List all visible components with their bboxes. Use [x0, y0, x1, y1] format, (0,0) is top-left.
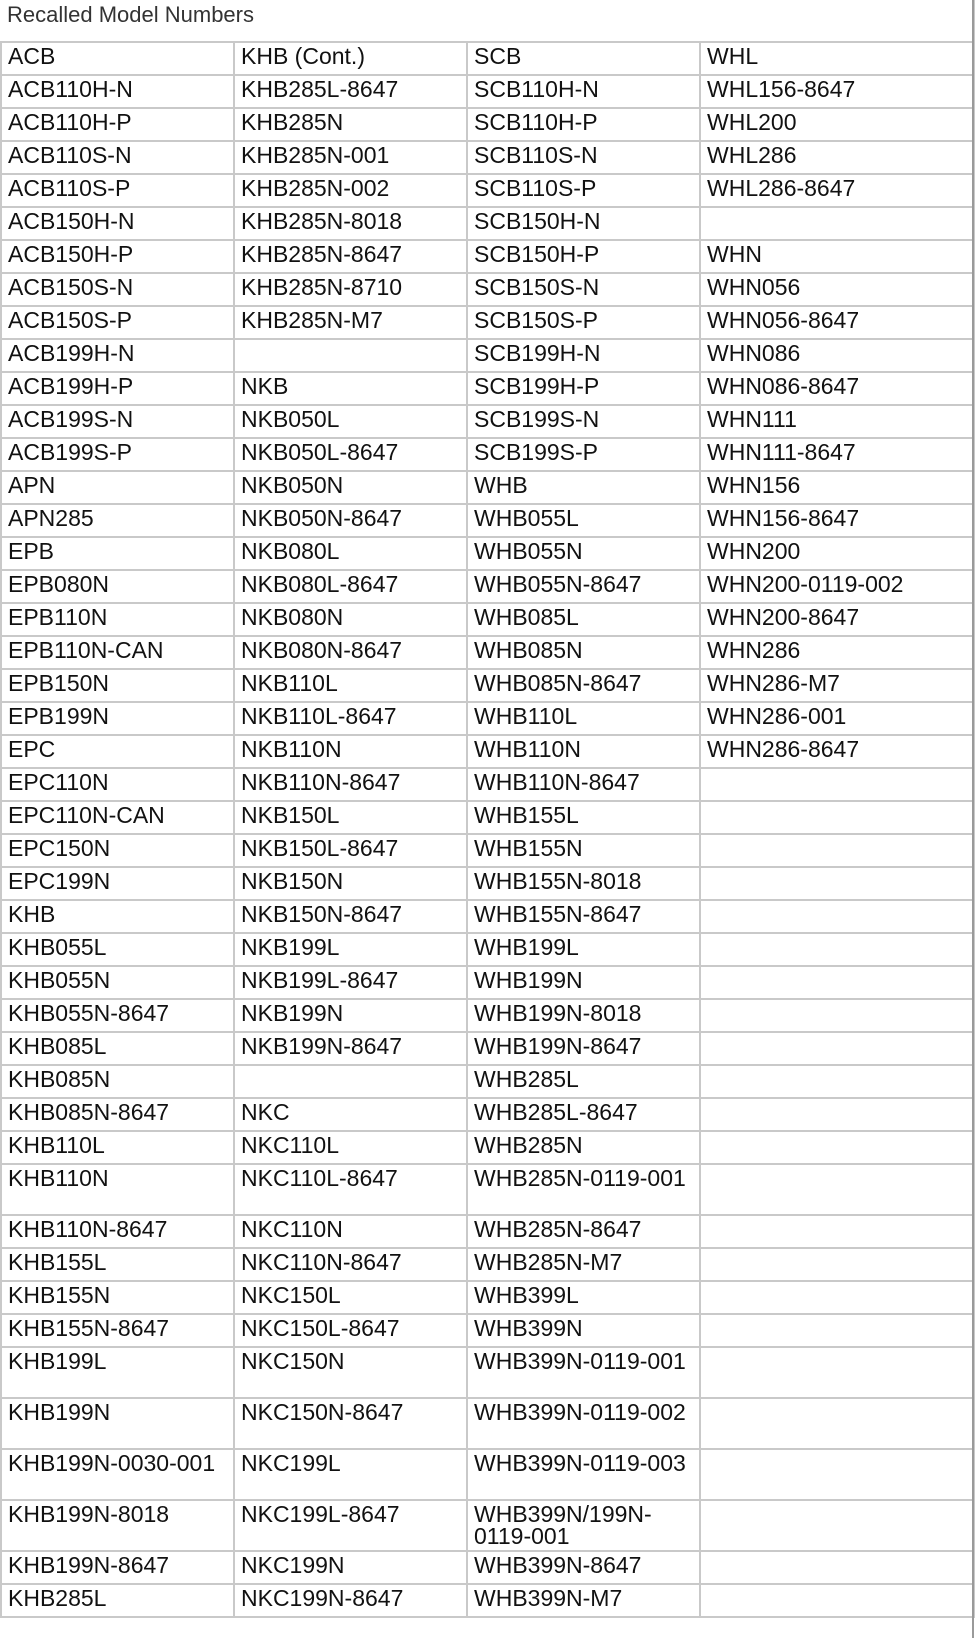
table-row: [1, 339, 974, 372]
model-number-cell: WHB155N: [467, 834, 700, 867]
model-number-cell: ACB110H-P: [1, 108, 234, 141]
table-row: [1, 834, 974, 867]
table-row: [1, 438, 974, 471]
model-number-cell: WHB155N-8018: [467, 867, 700, 900]
model-number-cell: KHB155N-8647: [1, 1314, 234, 1347]
model-number-cell: WHN200: [700, 537, 974, 570]
model-number-cell: NKB050L-8647: [234, 438, 467, 471]
model-number-cell: ACB150H-N: [1, 207, 234, 240]
model-number-cell: NKB080L-8647: [234, 570, 467, 603]
model-number-cell: NKB110N-8647: [234, 768, 467, 801]
model-number-cell: KHB199N-0030-001: [1, 1449, 234, 1500]
model-number-cell: [700, 966, 974, 999]
model-number-cell: WHN056-8647: [700, 306, 974, 339]
model-number-cell: KHB055L: [1, 933, 234, 966]
model-number-cell: SCB150S-N: [467, 273, 700, 306]
model-number-cell: ACB150S-N: [1, 273, 234, 306]
model-number-cell: EPB110N: [1, 603, 234, 636]
model-number-cell: KHB285N-002: [234, 174, 467, 207]
model-number-cell: NKB110L-8647: [234, 702, 467, 735]
table-row: [1, 1032, 974, 1065]
table-row: [1, 1314, 974, 1347]
table-row: [1, 570, 974, 603]
model-number-cell: WHB399N-0119-002: [467, 1398, 700, 1449]
model-number-cell: WHN: [700, 240, 974, 273]
model-number-cell: WHN286-M7: [700, 669, 974, 702]
model-number-cell: WHL286-8647: [700, 174, 974, 207]
model-number-cell: NKB110N: [234, 735, 467, 768]
model-number-cell: [700, 1500, 974, 1551]
model-number-cell: KHB285N-8710: [234, 273, 467, 306]
model-number-cell: APN285: [1, 504, 234, 537]
model-number-cell: SCB150S-P: [467, 306, 700, 339]
model-number-cell: EPC199N: [1, 867, 234, 900]
model-number-cell: NKB050L: [234, 405, 467, 438]
model-number-cell: ACB199S-N: [1, 405, 234, 438]
model-number-cell: WHB399N/199N-0119-001: [467, 1500, 700, 1551]
model-number-cell: WHL156-8647: [700, 75, 974, 108]
model-number-cell: [700, 1398, 974, 1449]
model-number-cell: [700, 768, 974, 801]
table-row: [1, 108, 974, 141]
model-number-cell: [700, 1131, 974, 1164]
table-row: [1, 174, 974, 207]
table-row: [1, 75, 974, 108]
table-row: [1, 1281, 974, 1314]
table-row: [1, 405, 974, 438]
model-number-cell: KHB155L: [1, 1248, 234, 1281]
table-row: [1, 735, 974, 768]
model-number-cell: [700, 867, 974, 900]
model-number-cell: WHB199N-8647: [467, 1032, 700, 1065]
model-number-cell: NKC150N-8647: [234, 1398, 467, 1449]
table-caption: Recalled Model Numbers: [1, 0, 974, 42]
table-row: [1, 999, 974, 1032]
model-number-cell: WHB399N: [467, 1314, 700, 1347]
model-number-cell: EPC110N-CAN: [1, 801, 234, 834]
model-number-cell: KHB285N-M7: [234, 306, 467, 339]
model-number-cell: WHB055N: [467, 537, 700, 570]
model-number-cell: WHB085N-8647: [467, 669, 700, 702]
table-row: [1, 537, 974, 570]
table-row: [1, 207, 974, 240]
model-number-cell: EPC110N: [1, 768, 234, 801]
model-number-cell: WHB399N-8647: [467, 1551, 700, 1584]
table-row: [1, 1248, 974, 1281]
table-row: [1, 801, 974, 834]
model-number-cell: WHN286-001: [700, 702, 974, 735]
model-number-cell: NKB110L: [234, 669, 467, 702]
model-number-cell: NKB: [234, 372, 467, 405]
table-row: [1, 1215, 974, 1248]
table-row: [1, 1551, 974, 1584]
model-number-cell: [700, 999, 974, 1032]
table-row: [1, 636, 974, 669]
model-number-cell: APN: [1, 471, 234, 504]
table-row: [1, 1065, 974, 1098]
model-number-cell: WHB110N-8647: [467, 768, 700, 801]
model-number-cell: KHB199L: [1, 1347, 234, 1398]
model-number-cell: WHB055N-8647: [467, 570, 700, 603]
model-number-cell: WHB399L: [467, 1281, 700, 1314]
model-number-cell: ACB199H-P: [1, 372, 234, 405]
model-number-cell: KHB285N-001: [234, 141, 467, 174]
table-row: [1, 504, 974, 537]
column-header-khb-cont: KHB (Cont.): [234, 42, 467, 75]
model-number-cell: WHB199N: [467, 966, 700, 999]
caption-row: [1, 0, 974, 42]
model-number-cell: EPC: [1, 735, 234, 768]
model-number-cell: NKB150N-8647: [234, 900, 467, 933]
model-number-cell: KHB285N-8647: [234, 240, 467, 273]
model-number-cell: WHN200-8647: [700, 603, 974, 636]
model-number-cell: WHN086-8647: [700, 372, 974, 405]
table-row: [1, 1098, 974, 1131]
model-number-cell: NKB199N: [234, 999, 467, 1032]
model-number-cell: EPB150N: [1, 669, 234, 702]
model-number-cell: WHB155L: [467, 801, 700, 834]
model-number-cell: NKC199L: [234, 1449, 467, 1500]
model-number-cell: NKB050N-8647: [234, 504, 467, 537]
model-number-cell: SCB199S-P: [467, 438, 700, 471]
model-number-cell: NKB080N: [234, 603, 467, 636]
model-number-cell: KHB085N: [1, 1065, 234, 1098]
table-row: [1, 1449, 974, 1500]
model-number-cell: NKC199N: [234, 1551, 467, 1584]
model-number-cell: ACB199S-P: [1, 438, 234, 471]
table-row: [1, 867, 974, 900]
model-number-cell: ACB199H-N: [1, 339, 234, 372]
model-number-cell: [700, 1248, 974, 1281]
model-number-cell: WHB399N-M7: [467, 1584, 700, 1617]
model-number-cell: [234, 1065, 467, 1098]
model-number-cell: WHN111: [700, 405, 974, 438]
model-number-cell: [700, 1164, 974, 1215]
model-number-cell: EPB: [1, 537, 234, 570]
model-number-cell: EPB110N-CAN: [1, 636, 234, 669]
model-number-cell: NKB150N: [234, 867, 467, 900]
model-number-cell: NKB199N-8647: [234, 1032, 467, 1065]
table-row: [1, 702, 974, 735]
model-number-cell: WHB110L: [467, 702, 700, 735]
model-number-cell: WHB055L: [467, 504, 700, 537]
model-number-cell: WHB199L: [467, 933, 700, 966]
model-number-cell: NKB199L: [234, 933, 467, 966]
table-row: [1, 966, 974, 999]
model-number-cell: WHB285N: [467, 1131, 700, 1164]
table-row: [1, 141, 974, 174]
model-number-cell: NKC199L-8647: [234, 1500, 467, 1551]
model-number-cell: SCB110H-P: [467, 108, 700, 141]
model-number-cell: KHB055N: [1, 966, 234, 999]
table-body: [1, 0, 974, 1617]
model-number-cell: WHB285N-0119-001: [467, 1164, 700, 1215]
table-row: [1, 273, 974, 306]
model-number-cell: SCB150H-P: [467, 240, 700, 273]
model-number-cell: EPB199N: [1, 702, 234, 735]
table-row: [1, 1164, 974, 1215]
table-row: [1, 471, 974, 504]
model-number-cell: NKB050N: [234, 471, 467, 504]
model-number-cell: KHB110N-8647: [1, 1215, 234, 1248]
model-number-cell: KHB085N-8647: [1, 1098, 234, 1131]
model-number-cell: NKB150L-8647: [234, 834, 467, 867]
model-number-cell: WHN200-0119-002: [700, 570, 974, 603]
model-number-cell: KHB285L: [1, 1584, 234, 1617]
model-number-cell: KHB199N-8647: [1, 1551, 234, 1584]
model-number-cell: KHB055N-8647: [1, 999, 234, 1032]
model-number-cell: WHB155N-8647: [467, 900, 700, 933]
model-number-cell: NKB199L-8647: [234, 966, 467, 999]
model-number-cell: SCB199H-N: [467, 339, 700, 372]
model-number-cell: ACB110H-N: [1, 75, 234, 108]
model-number-cell: EPC150N: [1, 834, 234, 867]
model-number-cell: WHB110N: [467, 735, 700, 768]
model-number-cell: ACB150S-P: [1, 306, 234, 339]
table-row: [1, 768, 974, 801]
model-number-cell: KHB285N-8018: [234, 207, 467, 240]
model-number-cell: [700, 834, 974, 867]
model-number-cell: SCB199S-N: [467, 405, 700, 438]
model-number-cell: [700, 900, 974, 933]
model-number-cell: NKB080L: [234, 537, 467, 570]
model-number-cell: KHB285N: [234, 108, 467, 141]
model-number-cell: NKC110N: [234, 1215, 467, 1248]
model-number-cell: KHB085L: [1, 1032, 234, 1065]
model-number-cell: NKC: [234, 1098, 467, 1131]
model-number-cell: WHB199N-8018: [467, 999, 700, 1032]
model-number-cell: NKC110L-8647: [234, 1164, 467, 1215]
model-number-cell: NKC150L-8647: [234, 1314, 467, 1347]
model-number-cell: WHN286: [700, 636, 974, 669]
model-number-cell: WHN286-8647: [700, 735, 974, 768]
model-number-cell: WHB: [467, 471, 700, 504]
model-number-cell: SCB199H-P: [467, 372, 700, 405]
model-number-cell: WHL200: [700, 108, 974, 141]
table-row: [1, 240, 974, 273]
table-row: [1, 669, 974, 702]
model-number-cell: [700, 1314, 974, 1347]
table-row: [1, 1131, 974, 1164]
model-number-cell: NKB150L: [234, 801, 467, 834]
model-number-cell: ACB110S-N: [1, 141, 234, 174]
model-number-cell: WHB085L: [467, 603, 700, 636]
model-number-cell: [700, 1032, 974, 1065]
header-row: [1, 42, 974, 75]
table-row: [1, 933, 974, 966]
model-number-cell: SCB110S-P: [467, 174, 700, 207]
model-number-cell: KHB: [1, 900, 234, 933]
model-number-cell: WHB285L: [467, 1065, 700, 1098]
model-number-cell: WHB085N: [467, 636, 700, 669]
model-number-cell: WHN086: [700, 339, 974, 372]
model-number-cell: KHB199N-8018: [1, 1500, 234, 1551]
model-number-cell: [700, 933, 974, 966]
column-header-scb: SCB: [467, 42, 700, 75]
table-row: [1, 603, 974, 636]
table-row: [1, 372, 974, 405]
model-number-cell: ACB150H-P: [1, 240, 234, 273]
model-number-cell: KHB285L-8647: [234, 75, 467, 108]
model-number-cell: [700, 1098, 974, 1131]
column-header-acb: ACB: [1, 42, 234, 75]
right-border-rule: [972, 0, 974, 1638]
model-number-cell: SCB110H-N: [467, 75, 700, 108]
model-number-cell: [700, 1449, 974, 1500]
model-number-cell: WHL286: [700, 141, 974, 174]
model-number-cell: [700, 801, 974, 834]
table-row: [1, 1500, 974, 1551]
model-number-cell: KHB110L: [1, 1131, 234, 1164]
table-row: [1, 900, 974, 933]
model-number-cell: SCB110S-N: [467, 141, 700, 174]
model-number-cell: NKC110N-8647: [234, 1248, 467, 1281]
model-number-cell: WHN056: [700, 273, 974, 306]
model-number-cell: WHN156-8647: [700, 504, 974, 537]
model-number-cell: KHB199N: [1, 1398, 234, 1449]
model-number-cell: EPB080N: [1, 570, 234, 603]
model-number-cell: [700, 1551, 974, 1584]
model-number-cell: [700, 1215, 974, 1248]
model-number-cell: NKB080N-8647: [234, 636, 467, 669]
model-number-cell: WHB285N-8647: [467, 1215, 700, 1248]
table-row: [1, 1398, 974, 1449]
model-number-cell: [700, 207, 974, 240]
model-number-cell: KHB155N: [1, 1281, 234, 1314]
model-number-cell: [700, 1281, 974, 1314]
table-row: [1, 1584, 974, 1617]
model-number-cell: NKC110L: [234, 1131, 467, 1164]
model-number-cell: KHB110N: [1, 1164, 234, 1215]
table-row: [1, 1347, 974, 1398]
model-number-cell: WHN111-8647: [700, 438, 974, 471]
column-header-whl: WHL: [700, 42, 974, 75]
model-number-cell: NKC199N-8647: [234, 1584, 467, 1617]
model-number-cell: WHB285L-8647: [467, 1098, 700, 1131]
model-number-cell: [700, 1347, 974, 1398]
table-row: [1, 306, 974, 339]
model-number-cell: WHB399N-0119-001: [467, 1347, 700, 1398]
model-number-cell: WHN156: [700, 471, 974, 504]
model-number-cell: [700, 1065, 974, 1098]
model-number-cell: WHB399N-0119-003: [467, 1449, 700, 1500]
model-number-cell: [700, 1584, 974, 1617]
model-number-cell: [234, 339, 467, 372]
model-number-cell: ACB110S-P: [1, 174, 234, 207]
model-number-cell: NKC150L: [234, 1281, 467, 1314]
model-number-cell: NKC150N: [234, 1347, 467, 1398]
model-number-cell: WHB285N-M7: [467, 1248, 700, 1281]
model-number-cell: SCB150H-N: [467, 207, 700, 240]
